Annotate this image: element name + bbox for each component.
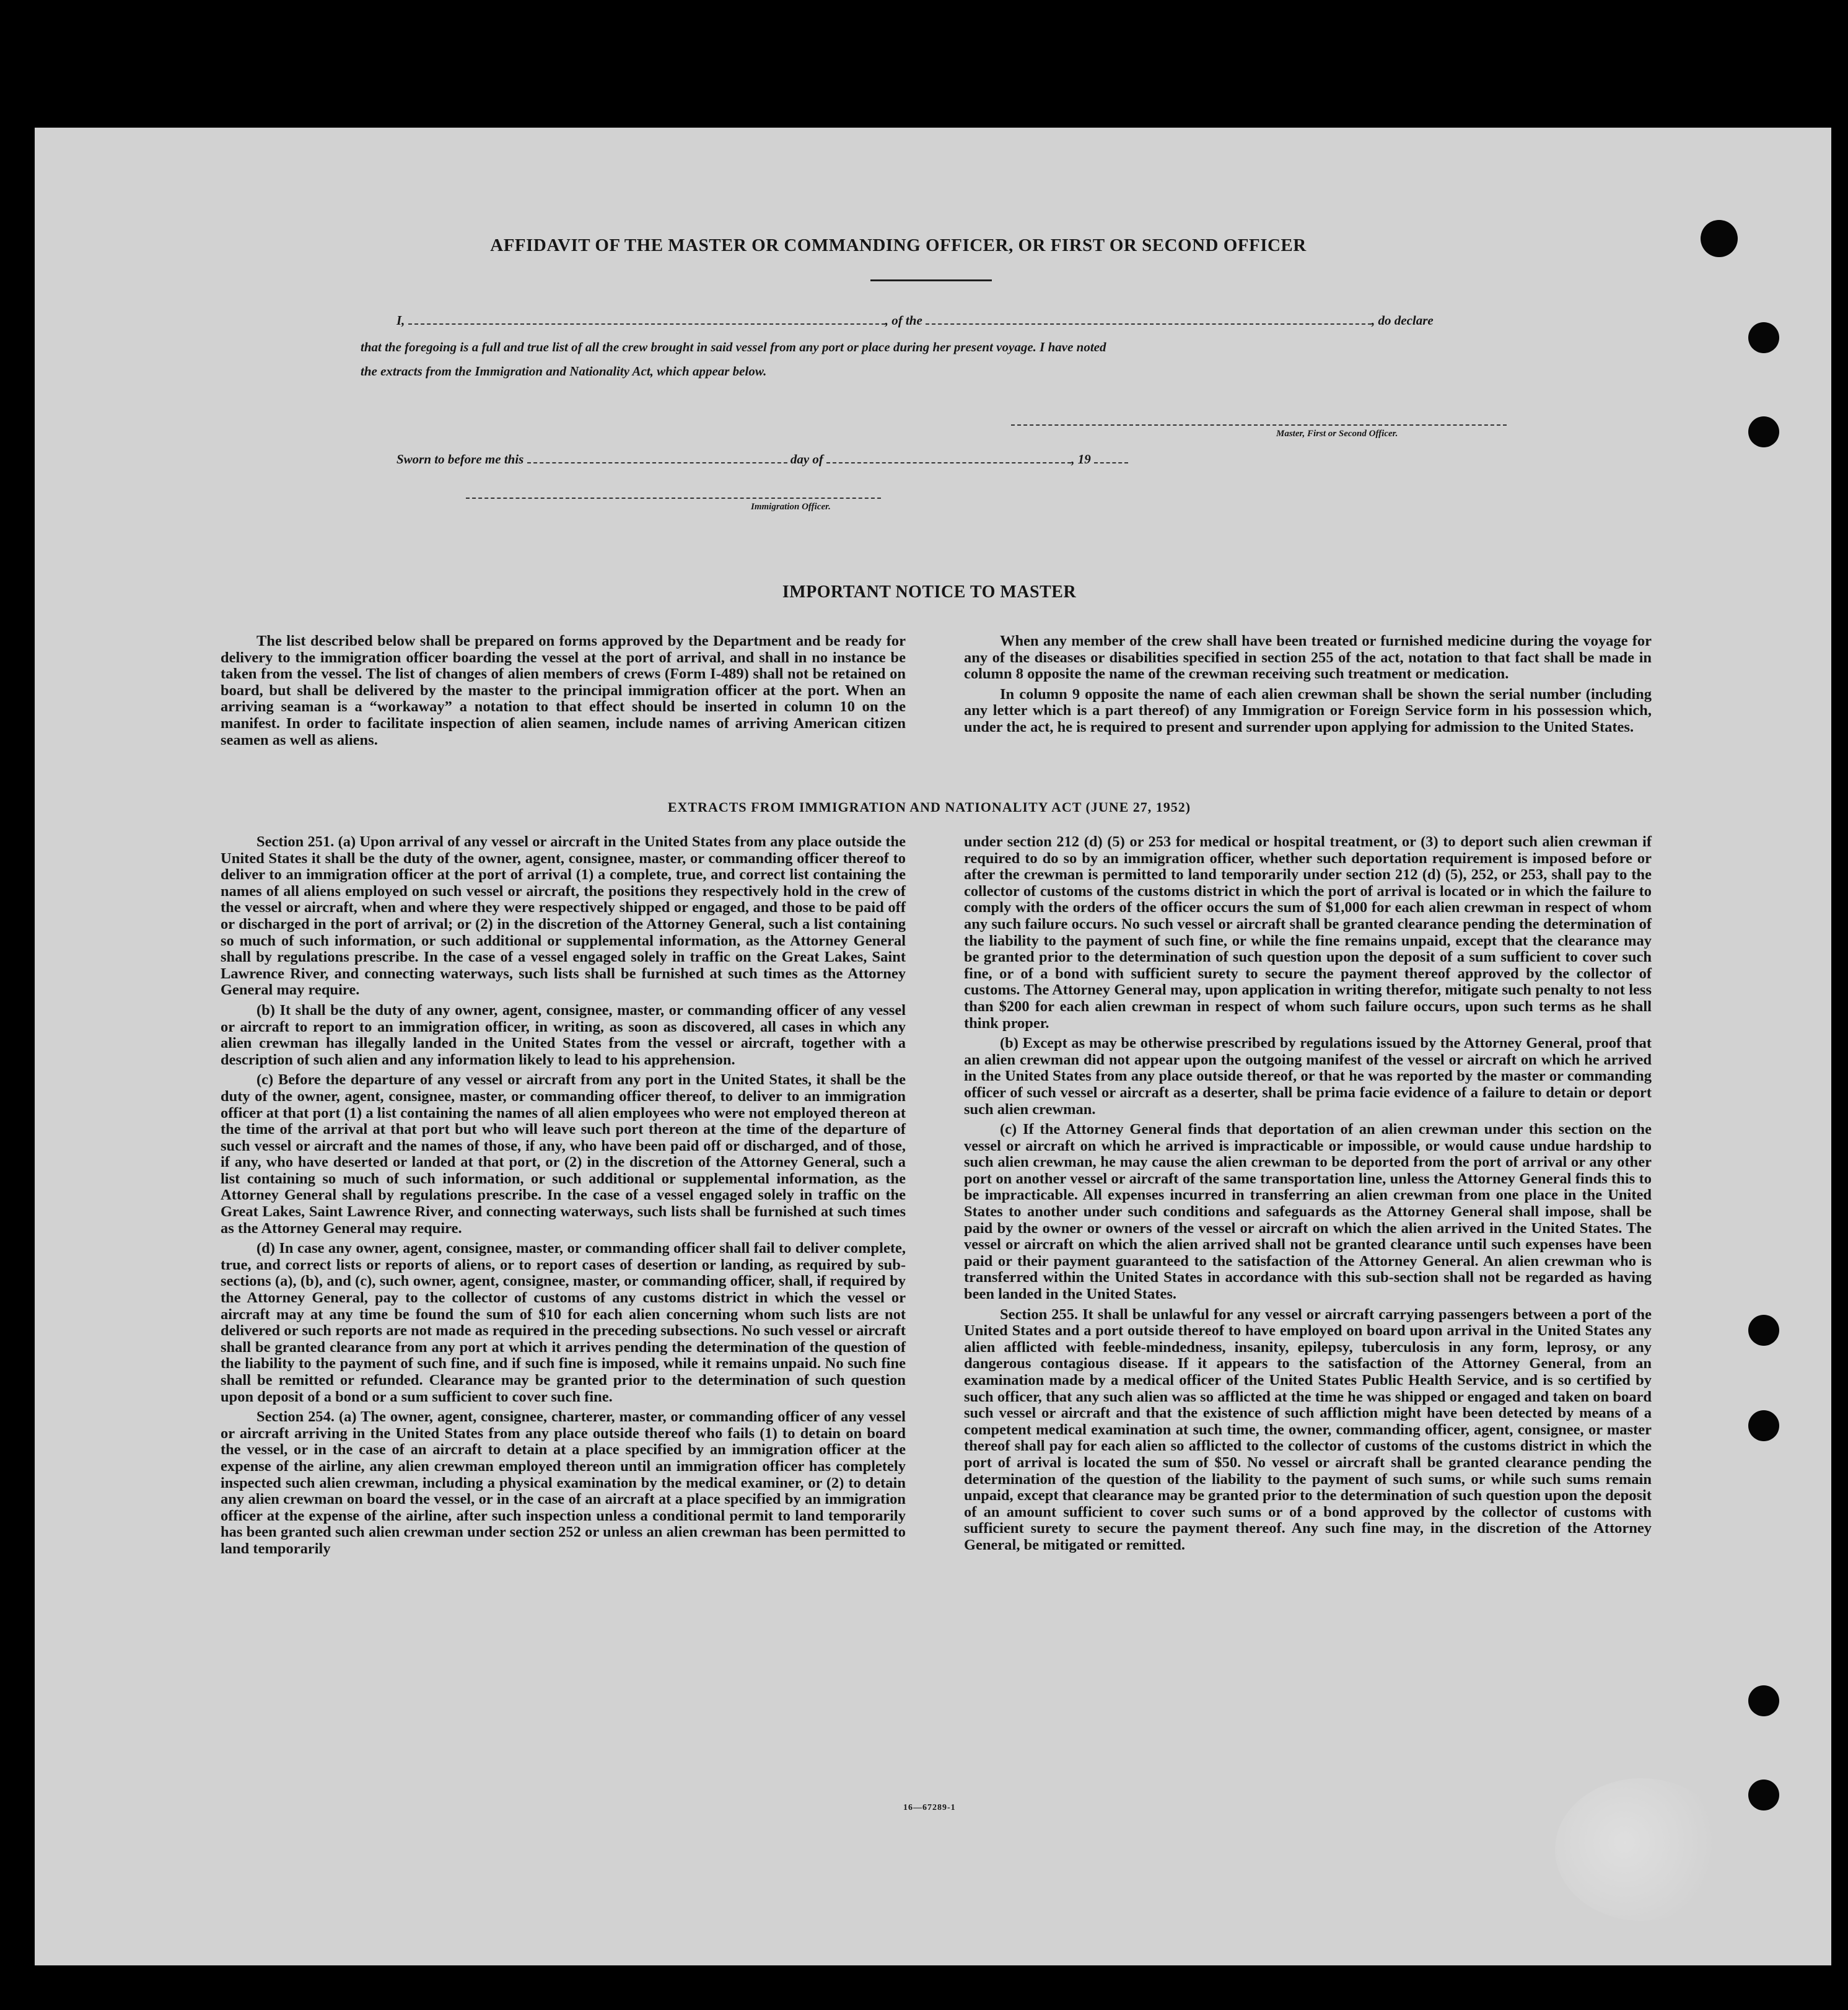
master-signature-line[interactable] [1011,412,1507,426]
sworn-day-blank[interactable] [527,450,787,463]
notice-right-column [964,633,1652,740]
faded-seal-stamp [1555,1778,1728,1921]
notice-left-column [221,633,906,752]
extracts-left-column [221,834,906,1561]
immigration-officer-signature-line[interactable] [466,485,881,499]
of-the-label: , of the [885,313,922,328]
notice-paragraph: The list described below shall be prepared on forms approved by the Department and be ready for delivery to the immigration officer boarding the vessel at the port of arrival, and shall in no instance be taken from the vessel. The list of changes of alien members of crews (Form I-489) shall not be retained on board, but shall be delivered by the master to the principal immigration officer at the port. When an arriving seaman is a “workaway” a notation to that effect should be inserted in column 10 on the manifest. In order to facilitate inspection of alien seamen, include names of arriving American citizen seamen as well as aliens. [221,633,906,748]
section-251-b: (b) It shall be the duty of any owner, agent, consignee, master, or commanding officer of any vessel or aircraft to report to an immigration officer, in writing, as soon as discovered, all cases in which any alien crewman has illegally landed in the United States from the vessel or aircraft, together with a description of such alien and any information likely to lead to his apprehension. [221,1001,906,1068]
section-254-a: Section 254. (a) The owner, agent, consignee, charterer, master, or commanding officer of any vessel or aircraft arriving in the United States from any place outside thereof who fails (1) to detain on board the vessel, or in the case of an aircraft to detain at a place specified by an immigration officer at the expense of the airline, any alien crewman employed thereon until an immigration officer has completely inspected such alien crewman, including a physical examination by the medical examiner, or (2) to detain any alien crewman on board the vessel, or in the case of an aircraft at a place specified by an immigration officer at the expense of the airline, after such inspection unless a conditional permit to land temporarily has been granted such alien crewman under section 252 or unless an alien crewman has been permitted to land temporarily [221,1408,906,1557]
binder-hole [1748,1685,1779,1716]
day-of-label: day of [790,452,823,467]
title-underline [870,279,992,281]
notice-title: IMPORTANT NOTICE TO MASTER [782,582,1077,602]
affidavit-title: AFFIDAVIT OF THE MASTER OR COMMANDING OFFICER, OR FIRST OR SECOND OFFICER [490,235,1307,255]
sworn-prefix: Sworn to before me this [396,452,524,467]
binder-hole [1748,1410,1779,1441]
affidavit-line-1 [396,311,1555,328]
binder-hole [1748,1315,1779,1346]
sworn-year-blank[interactable] [1094,450,1128,463]
immigration-officer-label: Immigration Officer. [751,502,831,512]
section-251-c: (c) Before the departure of any vessel or aircraft from any port in the United States, it shall be the duty of the owner, agent, consignee, master, or commanding officer thereof, to deliver to an immigration officer at that port (1) a list containing the names of all alien employees who were not employed thereon at the time of the arrival at that port but who will leave such port thereon at the time of the departure of such vessel or aircraft and the names of those, if any, who have been paid off or discharged, and of those, if any, who have deserted or landed at that port, or (2) in the discretion of the Attorney General, such a list containing so much of such information, or such additional or supplemental information, as the Attorney General shall by regulations prescribe. In the case of a vessel engaged solely in traffic on the Great Lakes, Saint Lawrence River, and connecting waterways, such lists shall be furnished at such times as the Attorney General may require. [221,1071,906,1237]
section-254-b: (b) Except as may be otherwise prescribed by regulations issued by the Attorney General, proof that an alien crewman did not appear upon the outgoing manifest of the vessel or aircraft on which he arrived in the United States from any place outside thereof, or that he was reported by the master or commanding officer of such vessel or aircraft as a deserter, shall be prima facie evidence of a failure to detain or deport such alien crewman. [964,1035,1652,1118]
name-blank[interactable] [408,311,885,325]
binder-hole [1748,322,1779,353]
affidavit-line-3: the extracts from the Immigration and Nationality Act, which appear below. [361,364,767,379]
form-number: 16—67289-1 [903,1803,956,1812]
year-prefix: , 19 [1071,452,1091,467]
binder-hole [1701,220,1738,257]
notice-paragraph: In column 9 opposite the name of each alien crewman shall be shown the serial number (including any letter which is a part thereof) of any Immigration or Foreign Service form in his possession which, under the act, he is required to present and surrender upon applying for admission to the United States. [964,685,1652,735]
sworn-month-blank[interactable] [826,450,1071,463]
sworn-line [396,450,1128,467]
affidavit-i-label: I, [396,313,405,328]
section-251-a: Section 251. (a) Upon arrival of any vessel or aircraft in the United States from any place outside the United States it shall be the duty of the owner, agent, consignee, master, or commanding officer thereof to deliver to an immigration officer at the port of arrival (1) a complete, true, and correct list containing the names of all aliens employed on such vessel or aircraft, the positions they respectively hold in the crew of the vessel or aircraft, when and where they were respectively shipped or engaged, and those to be paid off or discharged in the port of arrival; or (2) in the discretion of the Attorney General, such a list containing so much of such information, or such additional or supplemental information, as the Attorney General shall by regulations prescribe. In the case of a vessel engaged solely in traffic on the Great Lakes, Saint Lawrence River, and connecting waterways, such lists shall be furnished at such times as the Attorney General may require. [221,833,906,999]
section-254-a-continued: under section 212 (d) (5) or 253 for medical or hospital treatment, or (3) to deport such alien crewman if required to do so by an immigration officer, whether such deportation requirement is imposed before or after the crewman is permitted to land temporarily under section 212 (d) (5), 252, or 253, shall pay to the collector of customs of the customs district in which the port of arrival is located or in which the failure to comply with the orders of the officer occurs the sum of $1,000 for each alien crewman in respect of whom any such failure occurs. No such vessel or aircraft shall be granted clearance pending the determination of the liability to the payment of such fine, or while the fine remains unpaid, except that the clearance may be granted prior to the determination of such question upon the deposit of a sum sufficient to cover such fine, or of a bond with sufficient surety to secure the payment thereof approved by the collector of customs. The Attorney General may, upon application in writing therefor, mitigate such penalty to not less than $200 for each alien crewman in respect of whom such failure occurs, upon such terms as he shall think proper. [964,833,1652,1032]
binder-hole [1748,1780,1779,1810]
extracts-title: EXTRACTS FROM IMMIGRATION AND NATIONALITY ACT (JUNE 27, 1952) [667,799,1191,815]
extracts-right-column [964,834,1652,1558]
section-255: Section 255. It shall be unlawful for any vessel or aircraft carrying passengers between a port of the United States and a port outside thereof to have employed on board upon arrival in the United States any alien afflicted with feeble-mindedness, insanity, epilepsy, tuberculosis in any form, leprosy, or any dangerous contagious disease. If it appears to the satisfaction of the Attorney General, from an examination made by a medical officer of the United States Public Health Service, and is so certified by such officer, that any such alien was so afflicted at the time he was shipped or engaged and taken on board such vessel or aircraft and that the existence of such affliction might have been detected by means of a competent medical examination at such time, the owner, commanding officer, agent, consignee, or master thereof shall pay for each alien so afflicted to the collector of customs of the customs district in which the port of arrival is located the sum of $50. No vessel or aircraft shall be granted clearance pending the determination of the question of the liability to the payment of such sums, or while such sums remain unpaid, except that clearance may be granted prior to the determination of such question upon the deposit of an amount sufficient to cover such sums or of a bond approved by the collector of customs with sufficient surety to secure the payment thereof. Any such fine may, in the discretion of the Attorney General, be mitigated or remitted. [964,1306,1652,1553]
do-declare-label: , do declare [1372,313,1434,328]
master-signature-label: Master, First or Second Officer. [1276,429,1398,439]
vessel-blank[interactable] [926,311,1372,325]
binder-hole [1748,416,1779,447]
notice-paragraph: When any member of the crew shall have been treated or furnished medicine during the voyage for any of the diseases or disabilities specified in section 255 of the act, notation to that fact shall be made in column 8 opposite the name of the crewman receiving such treatment or medication. [964,633,1652,683]
section-254-c: (c) If the Attorney General finds that deportation of an alien crewman under this section on the vessel or aircraft on which he arrived is impracticable or impossible, or would cause undue hardship to such alien crewman, he may cause the alien crewman to be deported from the port of arrival or any other port on another vessel or aircraft of the same transportation line, unless the Attorney General finds this to be impracticable. All expenses incurred in transferring an alien crewman from one place in the United States to another under such conditions and safeguards as the Attorney General shall impose, shall be paid by the owner or owners of the vessel or aircraft on which the alien arrived in the United States. The vessel or aircraft on which the alien arrived shall not be granted clearance until such expenses have been paid or their payment guaranteed to the satisfaction of the Attorney General. An alien crewman who is transferred within the United States in accordance with this sub-section shall not be regarded as having been landed in the United States. [964,1121,1652,1303]
section-251-d: (d) In case any owner, agent, consignee, master, or commanding officer shall fail to deliver complete, true, and correct lists or reports of aliens, or to report cases of desertion or landing, as required by sub-sections (a), (b), and (c), such owner, agent, consignee, master, or commanding officer, shall, if required by the Attorney General, pay to the collector of customs of any customs district in which the vessel or aircraft may at any time be found the sum of $10 for each alien concerning whom such lists are not delivered or such reports are not made as required in the preceding subsections. No such vessel or aircraft shall be granted clearance from any port at which it arrives pending the determination of the question of the liability to the payment of such fine, and if such fine is imposed, while it remains unpaid. No such fine shall be remitted or refunded. Clearance may be granted prior to the determination of such question upon deposit of a bond or a sum sufficient to cover such fine. [221,1240,906,1405]
affidavit-line-2: that the foregoing is a full and true list of all the crew brought in said vessel from any port or place during her present voyage. I have noted [361,340,1106,354]
